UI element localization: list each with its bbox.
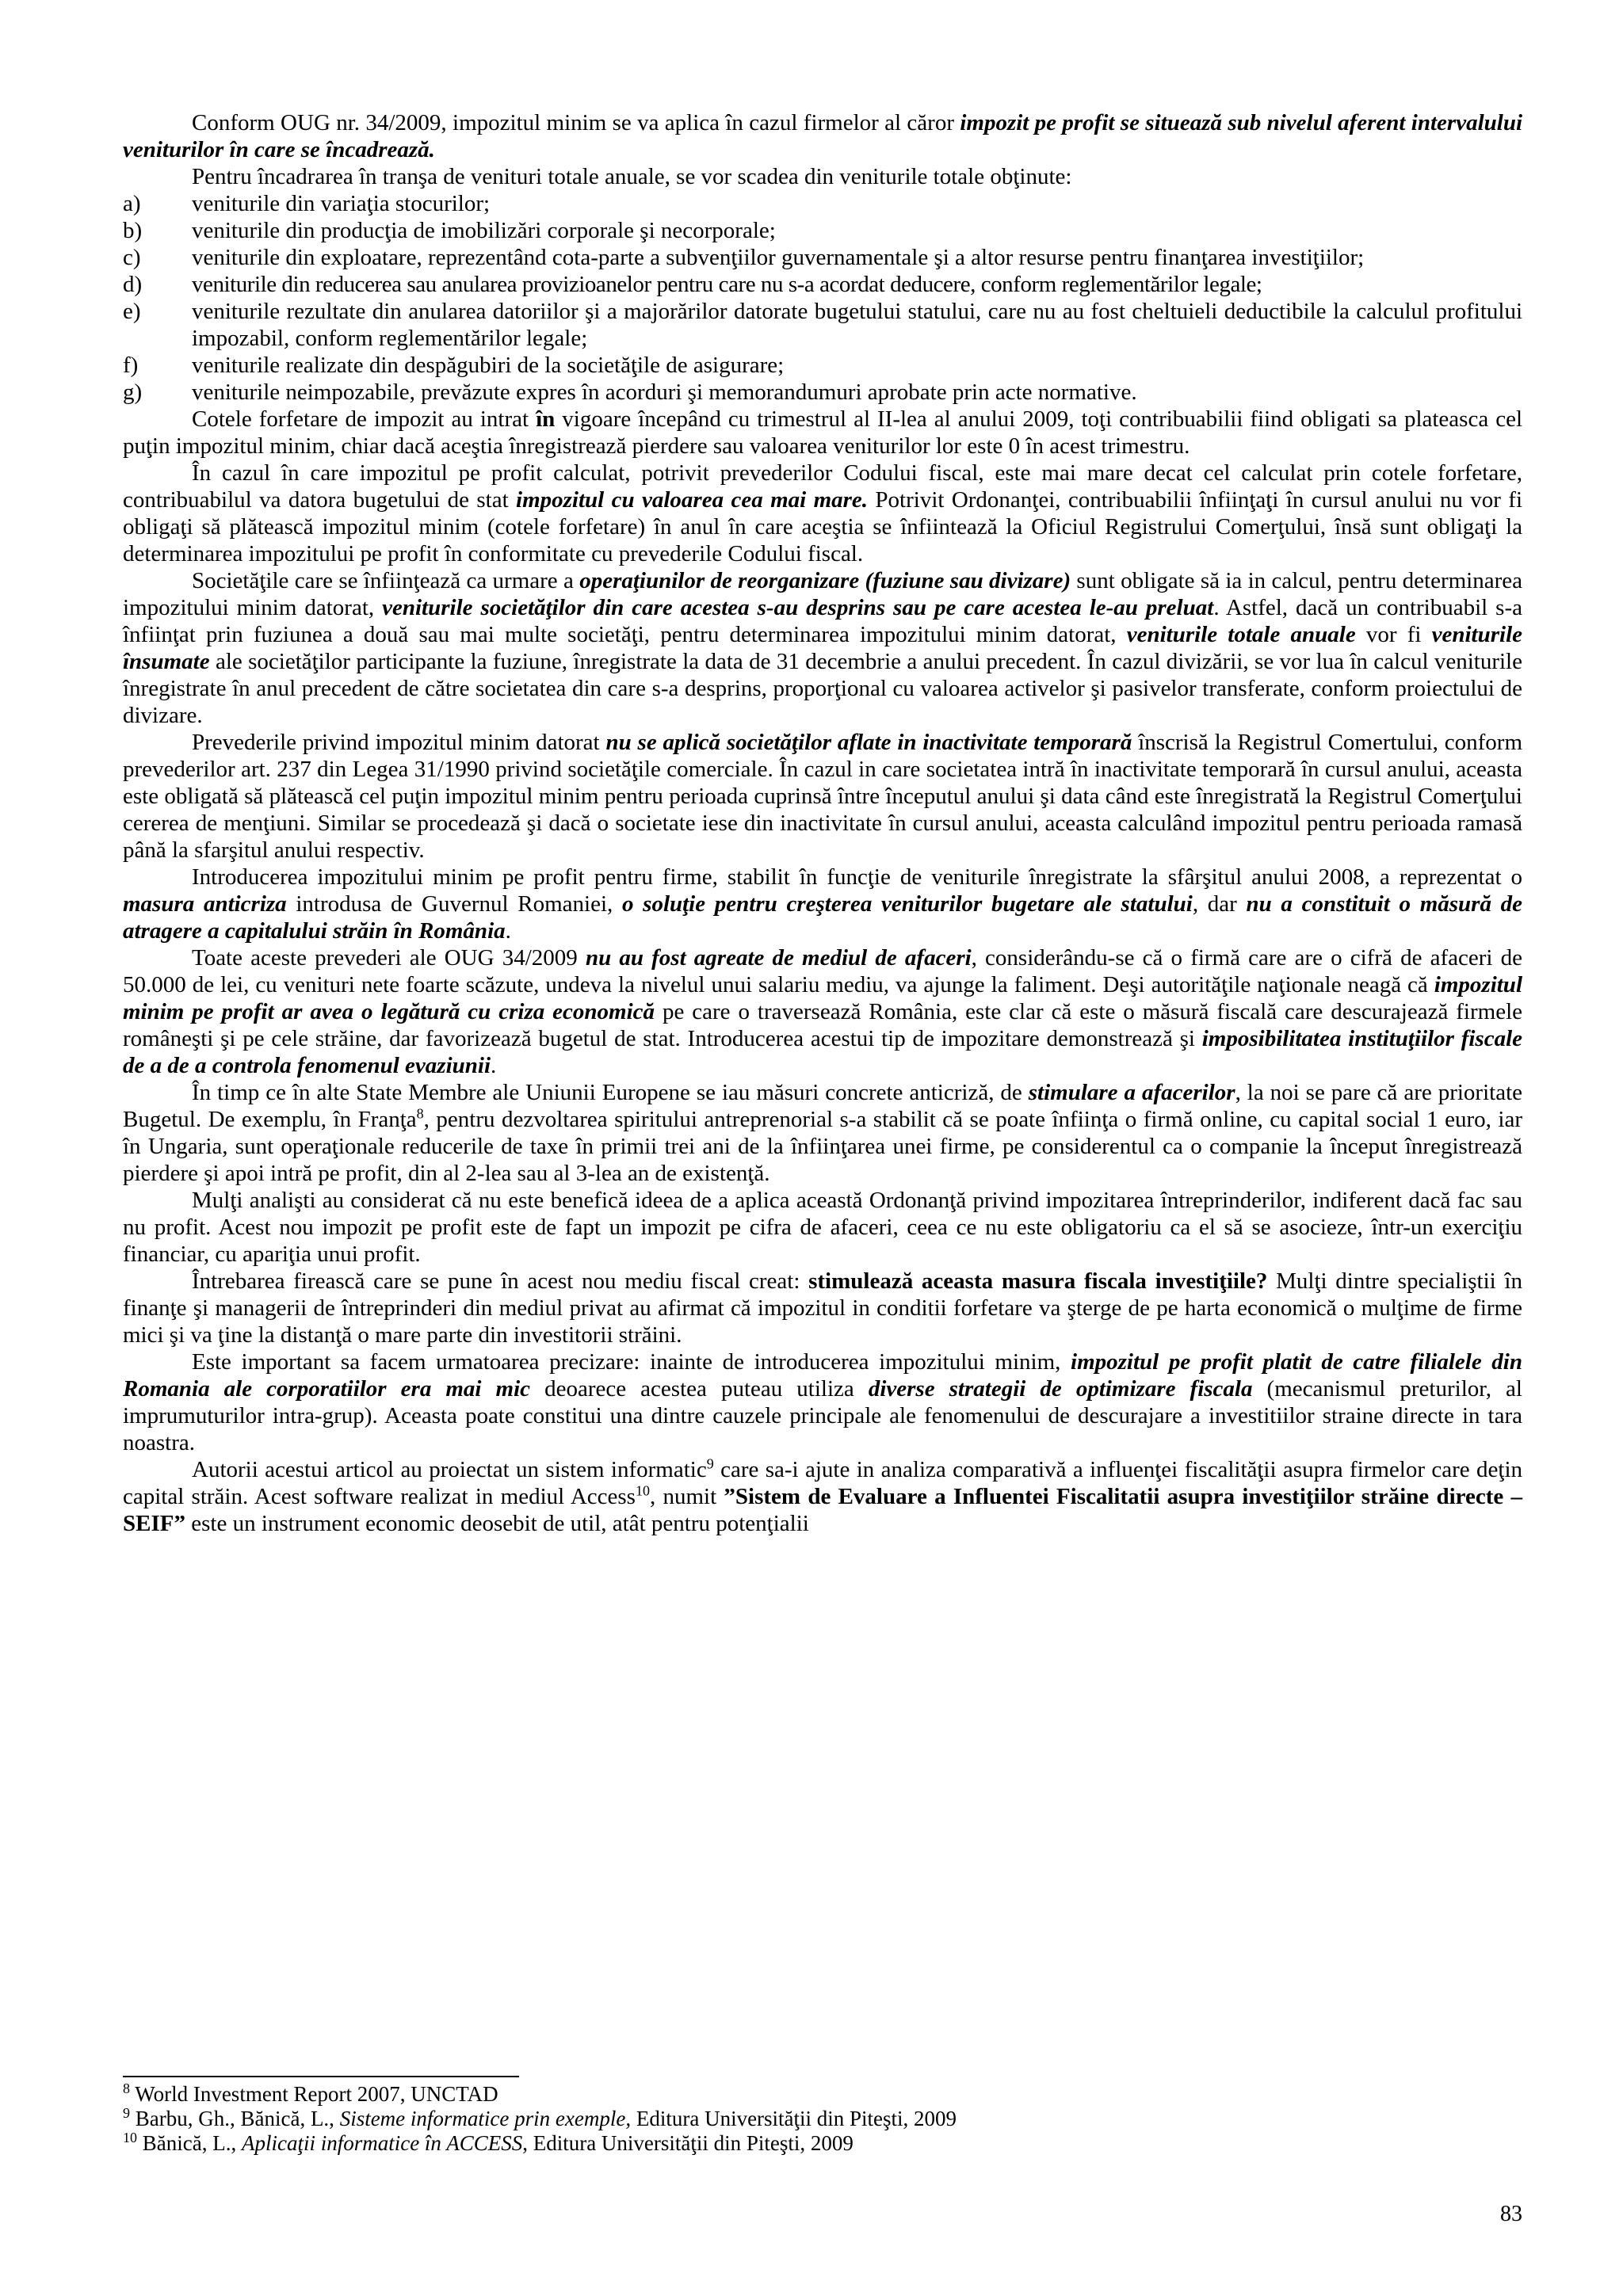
list-item: g) veniturile neimpozabile, prevăzute expres în acorduri şi memorandumuri aprobate prin acte normative. (123, 379, 1137, 405)
emphasis: ”Sistem de Evaluare a Influentei Fiscalitatii asupra investiţiilor străine directe – SEIF” (123, 1484, 1522, 1536)
emphasis: veniturile societăţilor din care acestea s-au desprins sau pe care acestea le-au preluat (382, 595, 1214, 620)
emphasis: impozitul minim pe profit ar avea o legătură cu criza economică (123, 972, 1522, 1024)
footnote: $^9$ Barbu, Gh., Bănică, L., Sisteme informatice prin exemple, Editura Universităţii din Piteşti, 2009 (123, 2105, 957, 2130)
deduction-list (123, 190, 1522, 406)
list-item: f) veniturile realizate din despăgubiri de la societăţile de asigurare; (123, 353, 785, 378)
paragraph-3: Cotele forfetare de impozit au intrat în vigoare începând cu trimestrul al II-lea al anului 2009, toţi contribuabilii fiind obligati sa plateasca cel puţin impozitul minim, chiar dacă aceştia înregistrează pierdere sau valoarea veniturilor lor este 0 în acest trimestru. (123, 406, 1523, 459)
list-item: d) veniturile din reducerea sau anularea provizioanelor pentru care nu s-a acordat deducere, conform reglementărilor legale; (123, 272, 1262, 297)
list-item: c) veniturile din exploatare, reprezentând cota-parte a subvenţiilor guvernamentale şi a altor resurse pentru finanţarea investiţiilor; (123, 245, 1365, 270)
emphasis: nu a constituit o măsură de atragere a capitalului străin în România (123, 891, 1523, 944)
emphasis: imposibilitatea instituţiilor fiscale de a de a controla fenomenul evaziunii (123, 1026, 1522, 1078)
emphasis: o soluţie pentru creşterea veniturilor bugetare ale statului (621, 891, 1193, 917)
footnote: $^8$ World Investment Report 2007, UNCTAD (123, 2081, 498, 2106)
paragraph-8: Toate aceste prevederi ale OUG 34/2009 nu au fost agreate de mediul de afaceri, considerându-se că o firmă care are o cifră de afaceri de 50.000 de lei, cu venituri nete foarte scăzute, undeva la nivelul unui salariu mediu, va ajunge la faliment. Deşi autorităţile naţionale neagă că impozitul minim pe profit ar avea o legătură cu criza economică pe care o traversează România, este clar că este o măsură fiscală care descurajează firmele româneşti şi pe cele străine, dar favorizează bugetul de stat. Introducerea acestui tip de impozitare demonstrează şi imposibilitatea instituţiilor fiscale de a de a controla fenomenul evaziunii. (123, 945, 1522, 1078)
emphasis: nu au fost agreate de mediul de afaceri (585, 945, 972, 971)
footnote: $^{10}$ Bănică, L., Aplicaţii informatice în ACCESS, Editura Universităţii din Piteşti, 2009 (123, 2130, 854, 2155)
list-item: a) veniturile din variaţia stocurilor; (123, 191, 491, 216)
list-item: e) veniturile rezultate din anularea datoriilor şi a majorărilor datorate bugetului statului, care nu au fost cheltuieli deductibile la calculul profitului impozabil, conform reglementărilor legale; (123, 299, 1522, 351)
emphasis: impozitul cu valoarea cea mai mare. (516, 487, 869, 513)
paragraph-13: Autorii acestui articol au proiectat un sistem informatic$^9$ care sa-i ajute in analiza comparativă a influenţei fiscalităţii asupra firmelor care deţin capital străin. Acest software realizat in mediul Access$^{10}$, numit ”Sistem de Evaluare a Influentei Fiscalitatii asupra investiţiilor străine directe – SEIF” este un instrument economic deosebit de util, atât pentru potenţialii (123, 1455, 1523, 1536)
footnotes (123, 2082, 1522, 2156)
paragraph-1: Conform OUG nr. 34/2009, impozitul minim se va aplica în cazul firmelor al căror impozit pe profit se situează sub nivelul aferent intervalului veniturilor în care se încadrează. (123, 110, 1523, 162)
emphasis: nu se aplică societăţilor aflate in inactivitate temporară (605, 730, 1132, 755)
emphasis: masura anticriza (123, 891, 287, 917)
page-number: 83 (1500, 2202, 1522, 2226)
emphasis: operaţiunilor de reorganizare (fuziune sau divizare) (579, 568, 1071, 593)
emphasis: impozit pe profit se situează sub nivelul aferent intervalului veniturilor în care se încadrează. (123, 110, 1523, 162)
emphasis: veniturile totale anuale (1126, 622, 1356, 647)
paragraph-4: În cazul în care impozitul pe profit calculat, potrivit prevederilor Codului fiscal, este mai mare decat cel calculat prin cotele forfetare, contribuabilul va datora bugetului de stat impozitul cu valoarea cea mai mare. Potrivit Ordonanţei, contribuabilii înfiinţaţi în cursul anului nu vor fi obligaţi să plătească impozitul minim (cotele forfetare) în anul în care aceştia se înfiintează la Oficiul Registrului Comerţului, însă sunt obligaţi la determinarea impozitului pe profit în conformitate cu prevederile Codului fiscal. (123, 460, 1523, 566)
emphasis: stimulează aceasta masura fiscala investiţiile? (808, 1268, 1268, 1294)
footnote-ref: 9 (706, 1455, 714, 1472)
footnote-ref: 10 (635, 1482, 650, 1499)
paragraph-10: Mulţi analişti au considerat că nu este benefică ideea de a aplica această Ordonanţă privind impozitarea întreprinderilor, indiferent dacă fac sau nu profit. Acest nou impozit pe profit este de fapt un impozit pe cifra de afaceri, ceea ce nu este obligatoriu ca el să se asocieze, într-un exerciţiu financiar, cu apariţia unui profit. (123, 1188, 1522, 1267)
list-item: b) veniturile din producţia de imobilizări corporale şi necorporale; (123, 218, 776, 243)
emphasis: diverse strategii de optimizare fiscala (868, 1376, 1253, 1402)
paragraph-11: Întrebarea firească care se pune în acest nou mediu fiscal creat: stimulează aceasta masura fiscala investiţiile? Mulţi dintre specialiştii în finanţe şi managerii de întreprinderi din mediul privat au afirmat că impozitul in conditii forfetare va şterge de pe harta economică o mulţime de firme mici şi va ţine la distanţă o mare parte din investitorii străini. (123, 1268, 1522, 1348)
paragraph-12: Este important sa facem urmatoarea precizare: inainte de introducerea impozitului minim, impozitul pe profit platit de catre filialele din Romania ale corporatiilor era mai mic deoarece acestea puteau utiliza diverse strategii de optimizare fiscala (mecanismul preturilor, al imprumuturilor intra-grup). Aceasta poate constitui una dintre cauzele principale ale fenomenului de descurajare a investitiilor straine directe in tara noastra. (123, 1349, 1522, 1455)
paragraph-2: Pentru încadrarea în tranşa de venituri totale anuale, se vor scadea din veniturile totale obţinute: (192, 164, 1072, 189)
paragraph-6: Prevederile privind impozitul minim datorat nu se aplică societăţilor aflate in inactivitate temporară înscrisă la Registrul Comertului, conform prevederilor art. 237 din Legea 31/1990 privind societăţile comerciale. În cazul in care societatea intră în inactivitate temporară în cursul anului, aceasta este obligată să plătească cel puţin impozitul minim pentru perioada cuprinsă între începutul anului şi data când este înregistrată la Registrul Comerţului cererea de menţiuni. Similar se procedează şi dacă o societate iese din inactivitate în cursul anului, aceasta calculând impozitul pentru perioada ramasă până la sfarşitul anului respectiv. (123, 730, 1523, 863)
body-text (123, 109, 1522, 1537)
paragraph-5: Societăţile care se înfiinţează ca urmare a operaţiunilor de reorganizare (fuziune sau divizare) sunt obligate să ia in calcul, pentru determinarea impozitului minim datorat, veniturile societăţilor din care acestea s-au desprins sau pe care acestea le-au preluat. Astfel, dacă un contribuabil s-a înfiinţat prin fuziunea a două sau mai multe societăţi, pentru determinarea impozitului minim datorat, veniturile totale anuale vor fi veniturile însumate ale societăţilor participante la fuziune, înregistrate la data de 31 decembrie a anului precedent. În cazul divizării, se vor lua în calcul veniturile înregistrate în anul precedent de către societatea din care s-a desprins, proporţional cu valoarea activelor şi pasivelor transferate, conform proiectului de divizare. (123, 568, 1522, 728)
paragraph-7: Introducerea impozitului minim pe profit pentru firme, stabilit în funcţie de veniturile înregistrate la sfârşitul anului 2008, a reprezentat o masura anticriza introdusa de Guvernul Romaniei, o soluţie pentru creşterea veniturilor bugetare ale statului, dar nu a constituit o măsură de atragere a capitalului străin în România. (123, 864, 1523, 944)
footnote-separator (123, 2076, 519, 2077)
emphasis: stimulare a afacerilor (1028, 1080, 1235, 1105)
emphasis: veniturile însumate (123, 622, 1522, 674)
emphasis: impozitul pe profit platit de catre filialele din Romania ale corporatiilor era mai mic (123, 1349, 1522, 1402)
paragraph-9: În timp ce în alte State Membre ale Uniunii Europene se iau măsuri concrete anticriză, de stimulare a afacerilor, la noi se pare că are prioritate Bugetul. De exemplu, în Franţa$^8$, pentru dezvoltarea spiritului antreprenorial s-a stabilit că se poate înfiinţa o firmă online, cu capital social 1 euro, iar în Ungaria, sunt operaţionale reducerile de taxe în primii trei ani de la înfiinţarea unei firme, pe considerentul ca o companie la început înregistrează pierdere şi apoi intră pe profit, din al 2-lea sau al 3-lea an de existenţă. (123, 1080, 1522, 1186)
footnote-ref: 8 (416, 1105, 424, 1122)
